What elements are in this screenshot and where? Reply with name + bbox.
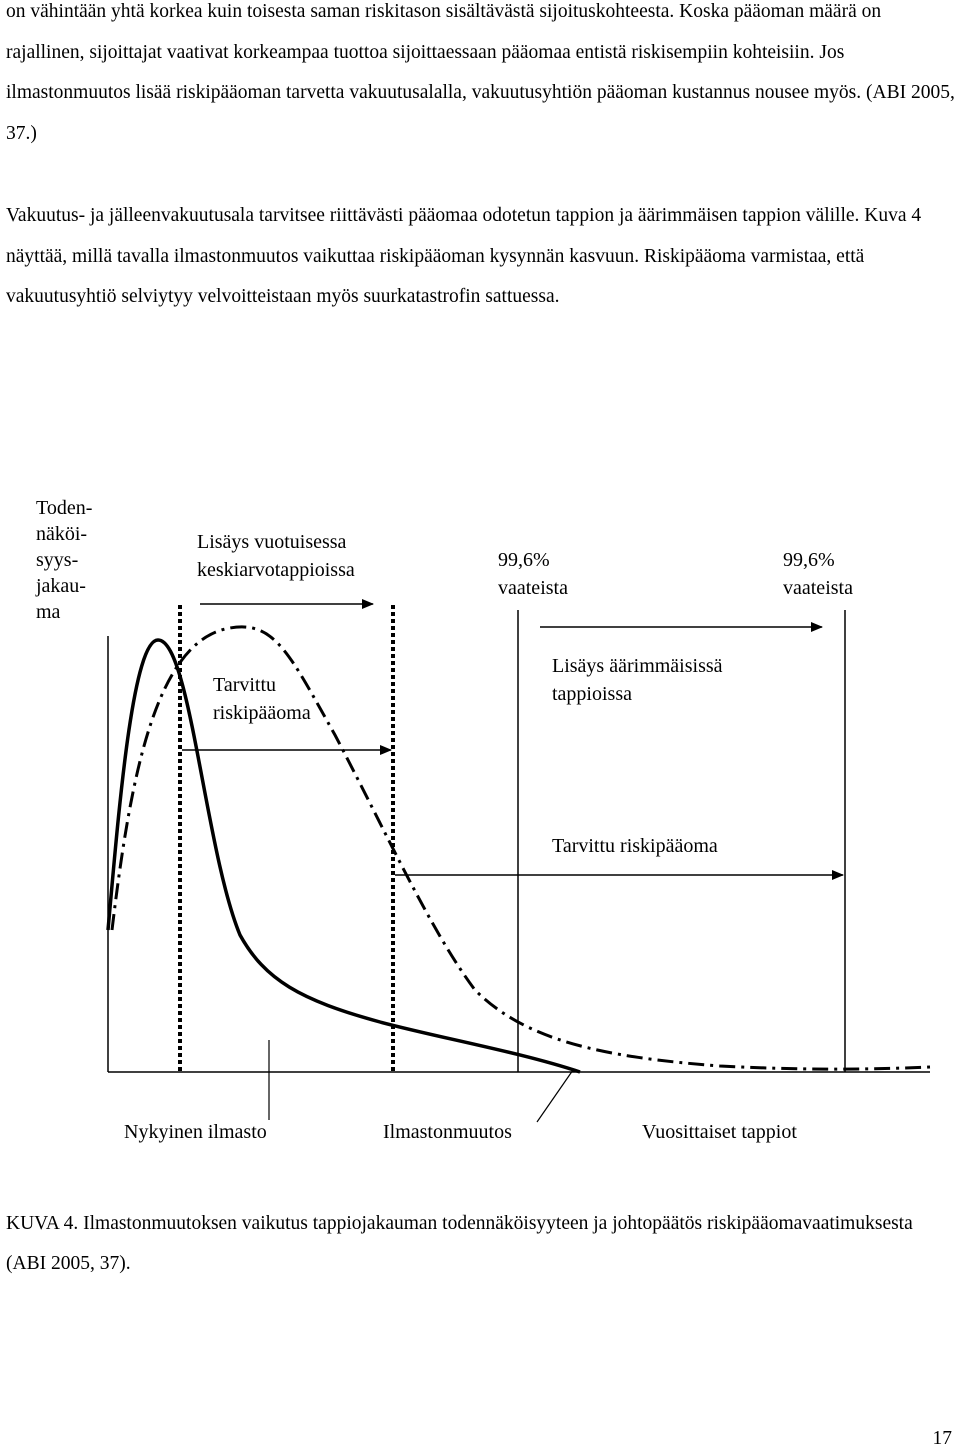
required-capital-right-label: Tarvittu riskipääoma (552, 835, 718, 857)
page-number: 17 (932, 1428, 952, 1449)
figure-4-diagram (0, 470, 960, 1170)
legend-pointer-change (537, 1070, 573, 1122)
paragraph-1: on vähintään yhtä korkea kuin toisesta saman riskitason sisältävästä sijoituskohteesta. Koska pääoman määrä on rajallinen, sijoittajat vaativat korkeampaa tuottoa sijoittaessaan pääomaa entistä riskisempiin kohteisiin. Jos ilmastonmuutos lisää riskipääoman tarvetta vakuutusalalla, vakuutusyhtiön pääoman kustannus nousee myös. (ABI 2005, 37.) (6, 1, 955, 144)
legend-climate-change: Ilmastonmuutos (383, 1121, 512, 1143)
figure-caption: KUVA 4. Ilmastonmuutoksen vaikutus tappiojakauman todennäköisyyteen ja johtopäätös riskipääomavaatimuksesta (ABI 2005, 37). (6, 1213, 913, 1274)
y-axis-label: Toden- näköi- syys- jakau- ma (36, 497, 93, 623)
vaateista-right-label: 99,6% vaateista (783, 549, 853, 599)
mean-increase-label: Lisäys vuotuisessa keskiarvotappioissa (197, 531, 355, 581)
x-axis-label: Vuosittaiset tappiot (642, 1121, 797, 1143)
required-capital-left-label: Tarvittu riskipääoma (213, 674, 311, 724)
legend-current-climate: Nykyinen ilmasto (124, 1121, 267, 1143)
vaateista-left-label: 99,6% vaateista (498, 549, 568, 599)
extreme-increase-label: Lisäys äärimmäisissä tappioissa (552, 655, 723, 705)
paragraph-2: Vakuutus- ja jälleenvakuutusala tarvitsee riittävästi pääomaa odotetun tappion ja äärimmäisen tappion välille. Kuva 4 näyttää, millä tavalla ilmastonmuutos vaikuttaa riskipääoman kysynnän kasvuun. Riskipääoma varmistaa, että vakuutusyhtiö selviytyy velvoitteistaan myös suurkatastrofin sattuessa. (6, 205, 922, 307)
